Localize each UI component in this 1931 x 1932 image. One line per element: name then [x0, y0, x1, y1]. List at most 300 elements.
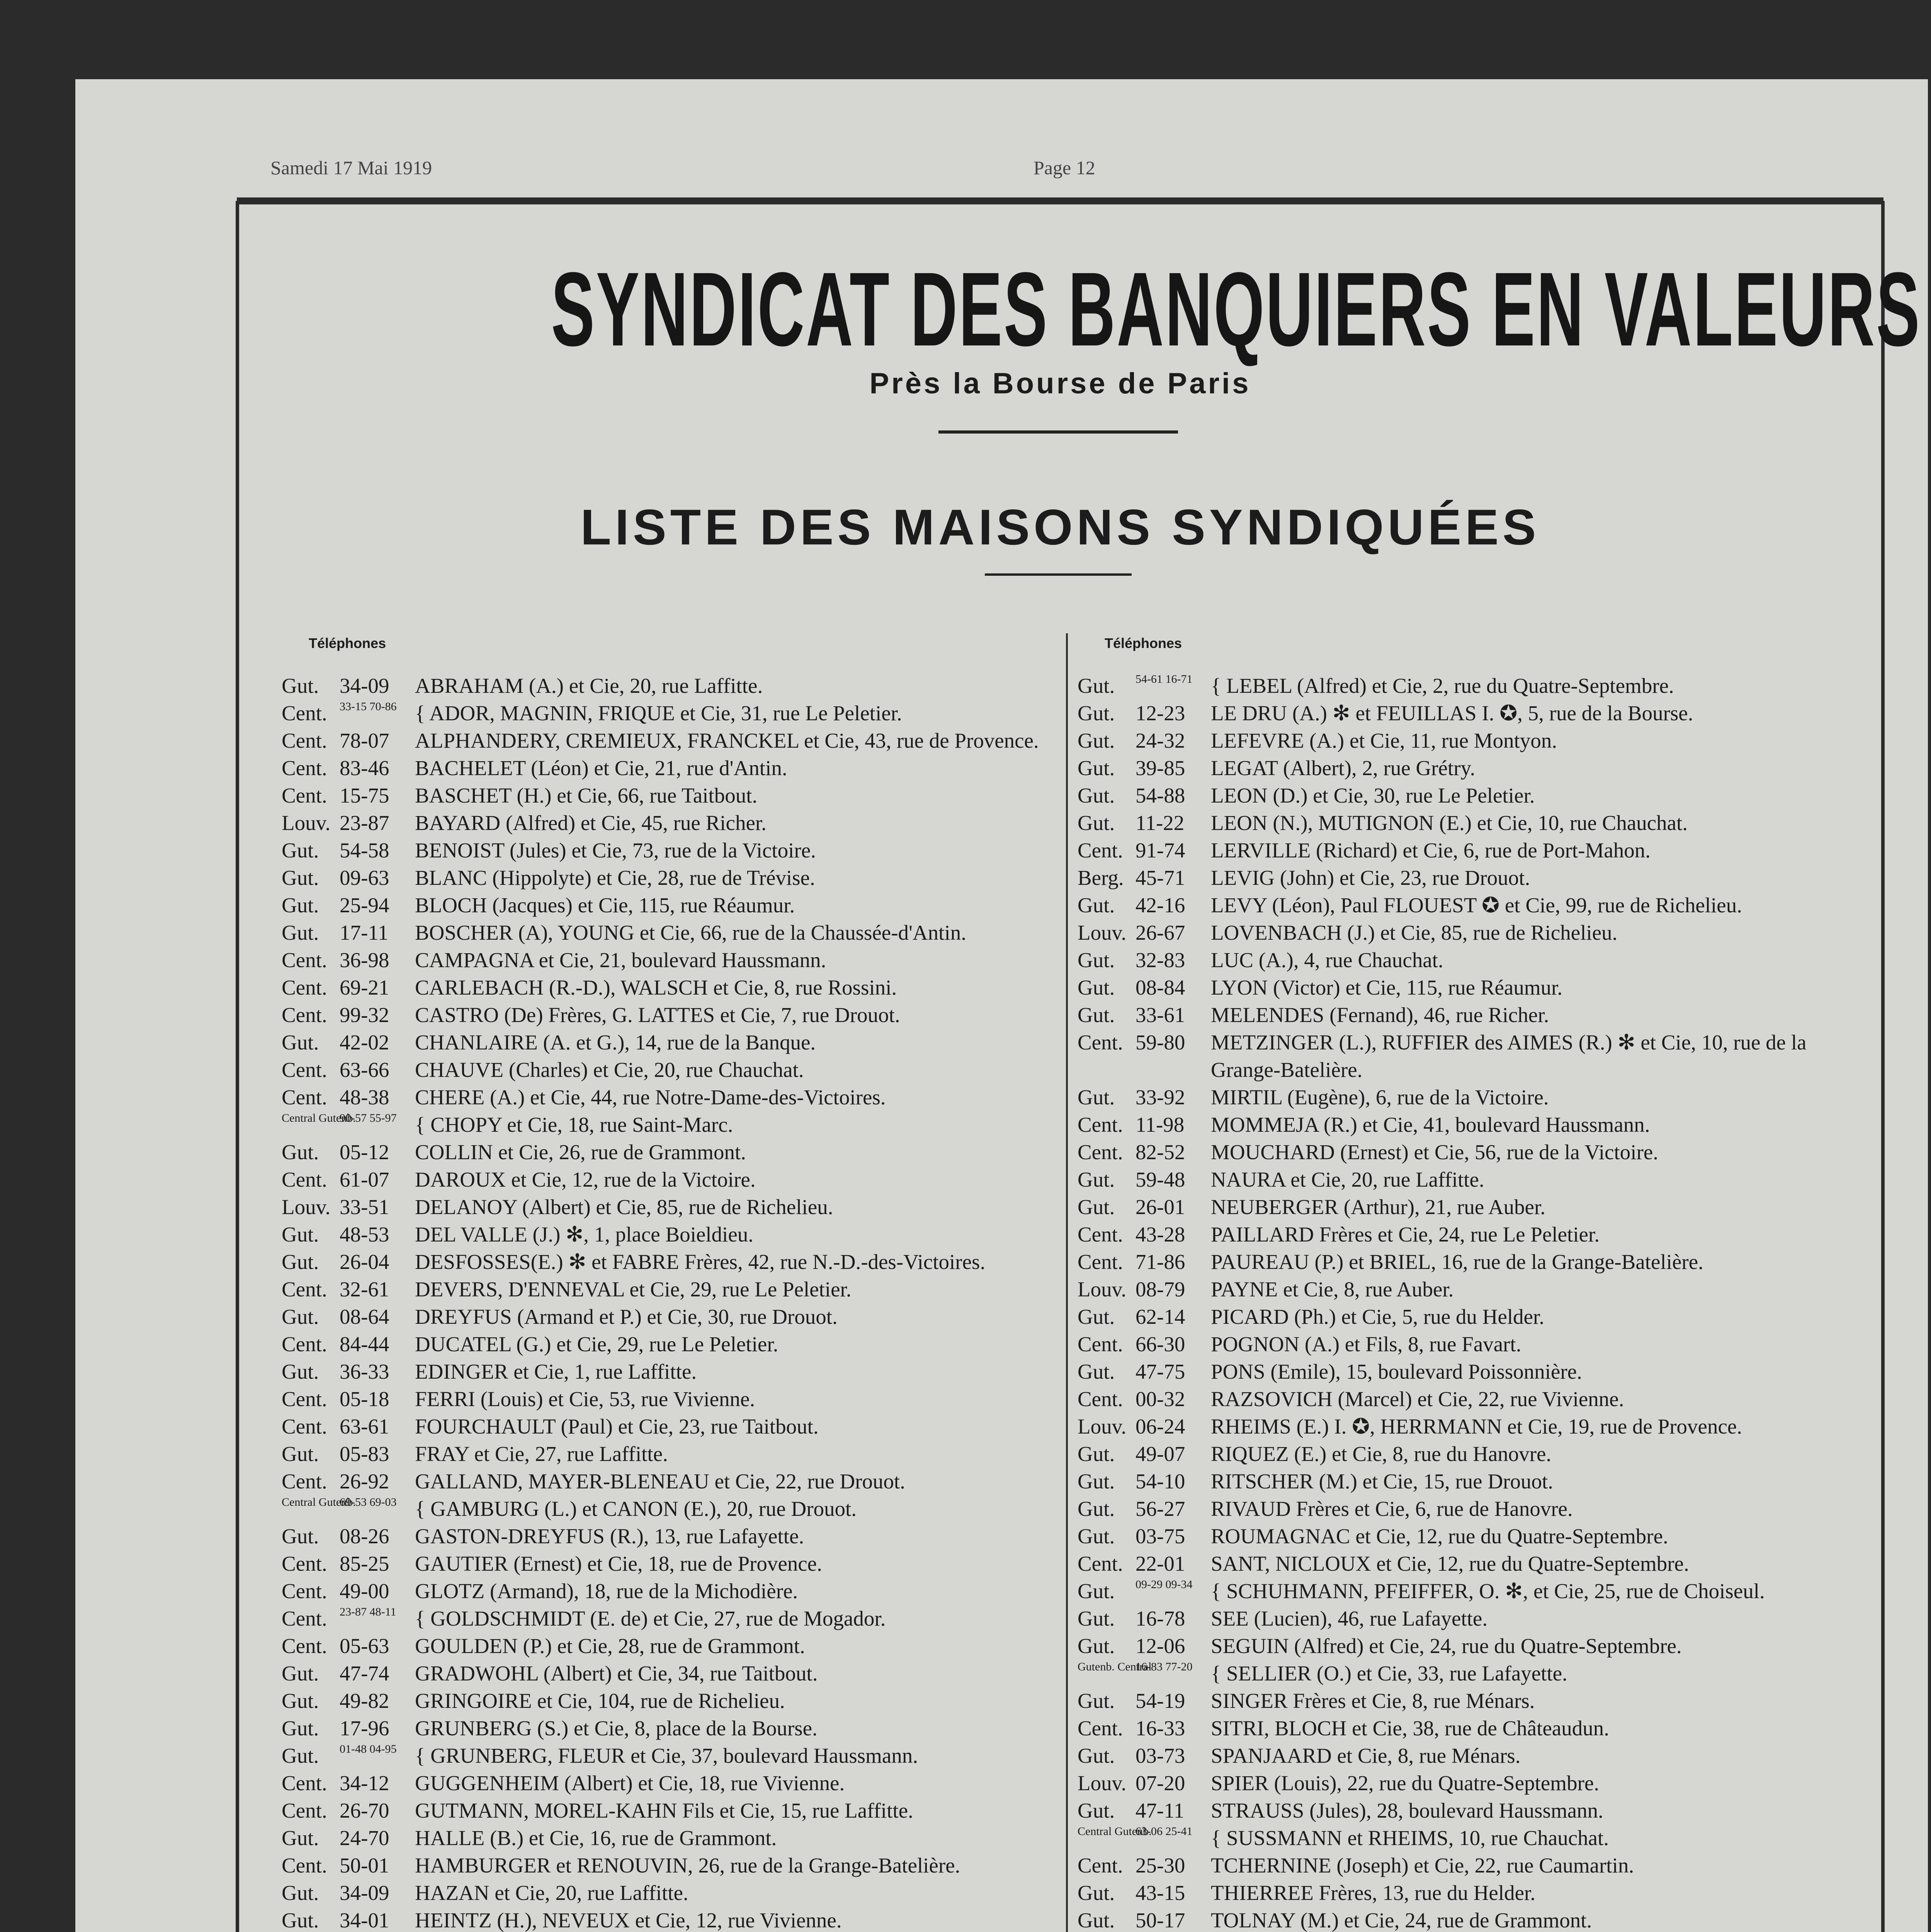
member-entry: [282, 1797, 1074, 1824]
exchange: Gut.: [1078, 1360, 1115, 1383]
phone-number: 47-11: [1135, 1799, 1185, 1822]
exchange: Louv.: [1078, 921, 1127, 944]
phone-number: 33-51: [340, 1195, 389, 1219]
exchange: Gut.: [1078, 1744, 1115, 1767]
exchange: Gut.: [282, 1250, 319, 1274]
exchange: Louv.: [282, 1195, 331, 1219]
member-name: { SELLIER (O.) et Cie, 33, rue Lafayette.: [1211, 1662, 1567, 1685]
exchange: Cent.: [1078, 1716, 1123, 1740]
phone-number: 49-82: [340, 1689, 389, 1713]
exchange: Louv.: [1078, 1771, 1127, 1795]
member-entry: [1078, 946, 1870, 974]
member-entry: [282, 1632, 1074, 1660]
exchange: Gut.: [1078, 674, 1115, 697]
member-entry: [1078, 1577, 1870, 1605]
phone-number: 08-84: [1135, 976, 1185, 999]
exchange: Gut.: [282, 1744, 319, 1767]
phone-number: 00-32: [1135, 1387, 1185, 1411]
member-name: DESFOSSES(E.) ✻ et FABRE Frères, 42, rue N.-D.-des-Victoires.: [415, 1250, 986, 1274]
exchange: Cent.: [282, 1607, 327, 1630]
member-entry: [282, 1687, 1074, 1714]
exchange: Gut.: [282, 1662, 319, 1685]
member-name: GUGGENHEIM (Albert) et Cie, 18, rue Vivienne.: [415, 1771, 845, 1795]
exchange: Gut.: [282, 674, 319, 697]
exchange: Central Gutenb.: [282, 1112, 356, 1124]
phone-number: 08-64: [340, 1305, 389, 1328]
member-entry: [282, 946, 1074, 974]
member-name: MOUCHARD (Ernest) et Cie, 56, rue de la Victoire.: [1211, 1140, 1659, 1164]
exchange: Cent.: [1078, 1332, 1123, 1356]
exchange: Cent.: [1078, 1223, 1123, 1246]
member-name: PAYNE et Cie, 8, rue Auber.: [1211, 1277, 1454, 1301]
member-name: LOVENBACH (J.) et Cie, 85, rue de Richelieu.: [1211, 921, 1618, 944]
member-entry: [1078, 1413, 1870, 1440]
exchange: Gut.: [282, 1689, 319, 1713]
member-entry: [1078, 1824, 1870, 1852]
phone-number: 11-22: [1135, 811, 1185, 835]
member-name: SPIER (Louis), 22, rue du Quatre-Septembre.: [1211, 1771, 1600, 1795]
phone-number: 23-87 48-11: [340, 1605, 396, 1618]
exchange: Cent.: [1078, 1140, 1123, 1164]
exchange: Gut.: [1078, 1168, 1115, 1191]
member-name: LE DRU (A.) ✻ et FEUILLAS I. ✪, 5, rue de la Bourse.: [1211, 701, 1693, 725]
member-name: CAMPAGNA et Cie, 21, boulevard Haussmann.: [415, 948, 826, 972]
member-entry: [1078, 974, 1870, 1001]
phone-number: 50-17: [1135, 1908, 1185, 1932]
member-entry: [1078, 1303, 1870, 1330]
phone-number: 22-01: [1135, 1552, 1185, 1575]
member-name: BENOIST (Jules) et Cie, 73, rue de la Victoire.: [415, 838, 816, 862]
member-entry: [282, 1248, 1074, 1276]
member-entry: [1078, 1166, 1870, 1193]
phone-number: 34-09: [340, 1881, 389, 1905]
member-name: BLANC (Hippolyte) et Cie, 28, rue de Trévise.: [415, 866, 815, 889]
member-entry: [282, 754, 1074, 782]
member-entry: [282, 919, 1074, 946]
phone-number: 16-83 77-20: [1135, 1660, 1193, 1673]
phone-number: 33-61: [1135, 1003, 1185, 1027]
member-name: COLLIN et Cie, 26, rue de Grammont.: [415, 1140, 746, 1164]
member-entry: [1078, 1550, 1870, 1577]
exchange: Gut.: [282, 1826, 319, 1850]
exchange: Gut.: [1078, 976, 1115, 999]
phone-number: 26-67: [1135, 921, 1185, 944]
member-name: FOURCHAULT (Paul) et Cie, 23, rue Taitbout.: [415, 1415, 819, 1438]
phone-number: 12-06: [1135, 1634, 1185, 1658]
exchange: Cent.: [282, 1332, 327, 1356]
phone-number: 47-75: [1135, 1360, 1185, 1383]
phone-number: 33-15 70-86: [340, 700, 397, 713]
member-entry: [1078, 1029, 1870, 1083]
phone-number: 48-38: [340, 1085, 389, 1109]
phone-number: 25-30: [1135, 1854, 1185, 1877]
exchange: Cent.: [282, 1634, 327, 1658]
phone-number: 42-02: [340, 1031, 389, 1054]
exchange: Louv.: [282, 811, 331, 835]
member-name: HEINTZ (H.), NEVEUX et Cie, 12, rue Vivienne.: [415, 1908, 842, 1932]
member-entry: [282, 1879, 1074, 1906]
exchange: Gut.: [282, 1305, 319, 1328]
member-name: RIQUEZ (E.) et Cie, 8, rue du Hanovre.: [1211, 1442, 1552, 1466]
member-entry: [1078, 1083, 1870, 1111]
member-name: MIRTIL (Eugène), 6, rue de la Victoire.: [1211, 1085, 1549, 1109]
member-name: HAMBURGER et RENOUVIN, 26, rue de la Grange-Batelière.: [415, 1854, 960, 1877]
exchange: Gut.: [282, 1223, 319, 1246]
phone-number: 49-07: [1135, 1442, 1185, 1466]
member-entry: [282, 1358, 1074, 1385]
exchange: Gut.: [1078, 1003, 1115, 1027]
member-entry: [282, 1714, 1074, 1742]
member-name: SEGUIN (Alfred) et Cie, 24, rue du Quatre-Septembre.: [1211, 1634, 1682, 1658]
exchange: Gut.: [282, 893, 319, 917]
member-name: POGNON (A.) et Fils, 8, rue Favart.: [1211, 1332, 1521, 1356]
exchange: Gut.: [1078, 1305, 1115, 1328]
member-name: LEVY (Léon), Paul FLOUEST ✪ et Cie, 99, rue de Richelieu.: [1211, 893, 1742, 917]
exchange: Gut.: [1078, 1524, 1115, 1548]
phone-number: 69-53 69-03: [340, 1496, 397, 1509]
phone-number: 82-52: [1135, 1140, 1185, 1164]
member-name: { ADOR, MAGNIN, FRIQUE et Cie, 31, rue Le Peletier.: [415, 701, 902, 725]
exchange: Cent.: [1078, 838, 1123, 862]
exchange: Cent.: [282, 784, 327, 807]
member-name: GRUNBERG (S.) et Cie, 8, place de la Bourse.: [415, 1716, 818, 1740]
member-name: SANT, NICLOUX et Cie, 12, rue du Quatre-Septembre.: [1211, 1552, 1689, 1575]
phone-number: 11-98: [1135, 1113, 1185, 1136]
member-entry: [1078, 1276, 1870, 1303]
phone-number: 34-01: [340, 1908, 389, 1932]
exchange: Gut.: [1078, 1908, 1115, 1932]
member-entry: [282, 727, 1074, 754]
phone-number: 25-94: [340, 893, 389, 917]
member-entry: [1078, 1605, 1870, 1632]
member-entry: [1078, 1138, 1870, 1166]
phone-number: 15-75: [340, 784, 389, 807]
phone-number: 05-12: [340, 1140, 389, 1164]
member-entry: [282, 1468, 1074, 1495]
phone-number: 66-30: [1135, 1332, 1185, 1356]
exchange: Gut.: [1078, 948, 1115, 972]
member-entry: [1078, 727, 1870, 754]
member-entry: [1078, 1358, 1870, 1385]
member-name: CARLEBACH (R.-D.), WALSCH et Cie, 8, rue Rossini.: [415, 976, 897, 999]
phone-number: 33-92: [1135, 1085, 1185, 1109]
exchange: Cent.: [1078, 1387, 1123, 1411]
member-name: GRINGOIRE et Cie, 104, rue de Richelieu.: [415, 1689, 785, 1713]
member-entry: [282, 1166, 1074, 1193]
exchange: Central Gutenb.: [1078, 1825, 1152, 1838]
member-entry: [282, 1193, 1074, 1221]
exchange: Gut.: [1078, 784, 1115, 807]
member-entry: [282, 1001, 1074, 1029]
exchange: Gut.: [1078, 1469, 1115, 1493]
phone-number: 32-83: [1135, 948, 1185, 972]
member-name: MOMMEJA (R.) et Cie, 41, boulevard Haussmann.: [1211, 1113, 1650, 1136]
member-name: DEVERS, D'ENNEVAL et Cie, 29, rue Le Peletier.: [415, 1277, 852, 1301]
exchange: Gut.: [282, 1881, 319, 1905]
exchange: Cent.: [1078, 1113, 1123, 1136]
member-name: PICARD (Ph.) et Cie, 5, rue du Helder.: [1211, 1305, 1545, 1328]
member-entry: [1078, 1221, 1870, 1248]
member-entry: [282, 1303, 1074, 1330]
phone-number: 63-61: [340, 1415, 389, 1438]
member-entry: [282, 1111, 1074, 1138]
member-name: CHERE (A.) et Cie, 44, rue Notre-Dame-des-Victoires.: [415, 1085, 886, 1109]
exchange: Cent.: [1078, 1854, 1123, 1877]
exchange: Cent.: [282, 1415, 327, 1438]
member-entry: [282, 891, 1074, 919]
phone-number: 26-01: [1135, 1195, 1185, 1219]
member-entry: [1078, 699, 1870, 727]
phone-number: 17-96: [340, 1716, 389, 1740]
member-name: STRAUSS (Jules), 28, boulevard Haussmann.: [1211, 1799, 1603, 1822]
exchange: Cent.: [282, 1771, 327, 1795]
member-name: PONS (Emile), 15, boulevard Poissonnière.: [1211, 1360, 1582, 1383]
phone-number: 05-83: [340, 1442, 389, 1466]
member-name: GALLAND, MAYER-BLENEAU et Cie, 22, rue Drouot.: [415, 1469, 905, 1493]
exchange: Gut.: [1078, 701, 1115, 725]
member-entry: [282, 1550, 1074, 1577]
member-name: CASTRO (De) Frères, G. LATTES et Cie, 7, rue Drouot.: [415, 1003, 900, 1027]
exchange: Gut.: [282, 838, 319, 862]
member-name: { GAMBURG (L.) et CANON (E.), 20, rue Drouot.: [415, 1497, 857, 1520]
issue-date: Samedi 17 Mai 1919: [270, 157, 432, 179]
phone-number: 54-19: [1135, 1689, 1185, 1713]
member-entry: [1078, 891, 1870, 919]
member-name: DREYFUS (Armand et P.) et Cie, 30, rue Drouot.: [415, 1305, 838, 1328]
exchange: Cent.: [282, 729, 327, 752]
member-entry: [282, 1440, 1074, 1468]
exchange: Berg.: [1078, 866, 1124, 889]
phone-number: 61-07: [340, 1168, 389, 1191]
phone-number: 01-48 04-95: [340, 1743, 397, 1755]
phone-number: 26-04: [340, 1250, 389, 1274]
phone-number: 43-28: [1135, 1223, 1185, 1246]
phone-number: 47-74: [340, 1662, 389, 1685]
member-name: DEL VALLE (J.) ✻, 1, place Boieldieu.: [415, 1223, 753, 1246]
member-entry: [282, 1385, 1074, 1413]
exchange: Gut.: [1078, 1579, 1115, 1603]
phone-number: 90-57 55-97: [340, 1112, 397, 1124]
member-name: ALPHANDERY, CREMIEUX, FRANCKEL et Cie, 43, rue de Provence.: [415, 729, 1039, 752]
exchange: Cent.: [282, 1058, 327, 1082]
member-entry: [282, 864, 1074, 891]
phone-number: 34-09: [340, 674, 389, 697]
member-entry: [282, 1769, 1074, 1797]
member-entry: [1078, 1879, 1870, 1906]
phone-number: 05-18: [340, 1387, 389, 1411]
member-name: BOSCHER (A), YOUNG et Cie, 66, rue de la Chaussée-d'Antin.: [415, 921, 966, 944]
phone-number: 43-15: [1135, 1881, 1185, 1905]
member-entry: [282, 1495, 1074, 1522]
member-entry: [1078, 1385, 1870, 1413]
member-entry: [1078, 1742, 1870, 1769]
phone-number: 06-24: [1135, 1415, 1185, 1438]
exchange: Gut.: [282, 1716, 319, 1740]
phone-number: 03-75: [1135, 1524, 1185, 1548]
member-name: ABRAHAM (A.) et Cie, 20, rue Laffitte.: [415, 674, 763, 697]
phone-number: 71-86: [1135, 1250, 1185, 1274]
member-name: BACHELET (Léon) et Cie, 21, rue d'Antin.: [415, 756, 787, 780]
exchange: Gut.: [1078, 1607, 1115, 1630]
member-entry: [282, 1605, 1074, 1632]
exchange: Gut.: [282, 1524, 319, 1548]
member-name: BASCHET (H.) et Cie, 66, rue Taitbout.: [415, 784, 758, 807]
exchange: Cent.: [282, 1854, 327, 1877]
member-entry: [1078, 1248, 1870, 1276]
member-name: LUC (A.), 4, rue Chauchat.: [1211, 948, 1443, 972]
exchange: Gutenb. Central: [1078, 1660, 1152, 1673]
member-entry: [282, 837, 1074, 864]
member-entry: [1078, 1632, 1870, 1660]
member-name: CHAUVE (Charles) et Cie, 20, rue Chauchat.: [415, 1058, 804, 1082]
exchange: Louv.: [1078, 1277, 1127, 1301]
member-name: BAYARD (Alfred) et Cie, 45, rue Richer.: [415, 811, 767, 835]
member-entry: [282, 1083, 1074, 1111]
advertisement-frame: [236, 201, 1921, 1932]
phone-number: 83-46: [340, 756, 389, 780]
phone-number: 09-29 09-34: [1135, 1578, 1193, 1591]
member-entry: [1078, 837, 1870, 864]
exchange: Cent.: [282, 1387, 327, 1411]
phone-number: 34-12: [340, 1771, 389, 1795]
member-name: SEE (Lucien), 46, rue Lafayette.: [1211, 1607, 1488, 1630]
member-name: SPANJAARD et Cie, 8, rue Ménars.: [1211, 1744, 1521, 1767]
member-entry: [1078, 1769, 1870, 1797]
member-name: GAUTIER (Ernest) et Cie, 18, rue de Provence.: [415, 1552, 822, 1575]
member-entry: [282, 1056, 1074, 1083]
member-entry: [1078, 1111, 1870, 1138]
member-name: { LEBEL (Alfred) et Cie, 2, rue du Quatre-Septembre.: [1211, 674, 1674, 697]
member-name: THIERREE Frères, 13, rue du Helder.: [1211, 1881, 1536, 1905]
member-entry: [282, 1138, 1074, 1166]
exchange: Cent.: [282, 1799, 327, 1822]
phone-number: 32-61: [340, 1277, 389, 1301]
member-name: FRAY et Cie, 27, rue Laffitte.: [415, 1442, 668, 1466]
exchange: Gut.: [1078, 811, 1115, 835]
phone-number: 69-21: [340, 976, 389, 999]
member-name: { GOLDSCHMIDT (E. de) et Cie, 27, rue de Mogador.: [415, 1607, 886, 1630]
phone-number: 24-70: [340, 1826, 389, 1850]
member-entry: [282, 672, 1074, 699]
member-entry: [1078, 1440, 1870, 1468]
phone-number: 63-66: [340, 1058, 389, 1082]
member-name: SINGER Frères et Cie, 8, rue Ménars.: [1211, 1689, 1535, 1713]
member-name: EDINGER et Cie, 1, rue Laffitte.: [415, 1360, 697, 1383]
phone-number: 99-32: [340, 1003, 389, 1027]
exchange: Gut.: [1078, 1689, 1115, 1713]
member-name: LEFEVRE (A.) et Cie, 11, rue Montyon.: [1211, 729, 1557, 752]
member-name: HALLE (B.) et Cie, 16, rue de Grammont.: [415, 1826, 777, 1850]
page-title: SYNDICAT DES BANQUIERS EN VALEURS: [551, 250, 1921, 368]
member-name: FERRI (Louis) et Cie, 53, rue Vivienne.: [415, 1387, 755, 1411]
member-entry: [1078, 1001, 1870, 1029]
member-entry: [1078, 782, 1870, 809]
exchange: Gut.: [282, 1140, 319, 1164]
member-entry: [1078, 1906, 1870, 1932]
exchange: Gut.: [282, 1360, 319, 1383]
phone-number: 09-63: [340, 866, 389, 889]
member-name: METZINGER (L.), RUFFIER des AIMES (R.) ✻ et Cie, 10, rue de la Grange-Batelière.: [1211, 1031, 1807, 1082]
exchange: Gut.: [282, 866, 319, 889]
phone-number: 24-32: [1135, 729, 1185, 752]
member-name: RAZSOVICH (Marcel) et Cie, 22, rue Vivienne.: [1211, 1387, 1624, 1411]
phone-number: 54-58: [340, 838, 389, 862]
member-name: RHEIMS (E.) I. ✪, HERRMANN et Cie, 19, rue de Provence.: [1211, 1415, 1742, 1438]
phone-number: 62-14: [1135, 1305, 1185, 1328]
member-entry: [1078, 1193, 1870, 1221]
member-name: LERVILLE (Richard) et Cie, 6, rue de Port-Mahon.: [1211, 838, 1651, 862]
phone-number: 59-80: [1135, 1031, 1185, 1054]
member-name: LEON (D.) et Cie, 30, rue Le Peletier.: [1211, 784, 1535, 807]
phone-number: 42-16: [1135, 893, 1185, 917]
phone-number: 16-33: [1135, 1716, 1185, 1740]
exchange: Gut.: [1078, 1497, 1115, 1520]
member-name: GASTON-DREYFUS (R.), 13, rue Lafayette.: [415, 1524, 804, 1548]
phone-number: 08-79: [1135, 1277, 1185, 1301]
phone-number: 36-33: [340, 1360, 389, 1383]
page-number: Page 12: [1033, 157, 1095, 179]
phone-number: 39-85: [1135, 756, 1185, 780]
exchange: Cent.: [282, 756, 327, 780]
divider: [985, 573, 1132, 576]
member-entry: [282, 1577, 1074, 1605]
phone-number: 56-27: [1135, 1497, 1185, 1520]
phone-number: 26-70: [340, 1799, 389, 1822]
exchange: Cent.: [1078, 1552, 1123, 1575]
phone-number: 63-06 25-41: [1135, 1825, 1193, 1838]
phone-number: 26-92: [340, 1469, 389, 1493]
exchange: Gut.: [1078, 1881, 1115, 1905]
member-name: ROUMAGNAC et Cie, 12, rue du Quatre-Septembre.: [1211, 1524, 1668, 1548]
divider: [938, 430, 1178, 434]
exchange: Cent.: [1078, 1031, 1123, 1054]
member-entry: [1078, 919, 1870, 946]
exchange: Gut.: [1078, 1799, 1115, 1822]
exchange: Cent.: [282, 976, 327, 999]
member-name: DAROUX et Cie, 12, rue de la Victoire.: [415, 1168, 756, 1191]
member-name: BLOCH (Jacques) et Cie, 115, rue Réaumur.: [415, 893, 795, 917]
member-entry: [1078, 1495, 1870, 1522]
member-name: PAILLARD Frères et Cie, 24, rue Le Peletier.: [1211, 1223, 1600, 1246]
phone-number: 45-71: [1135, 866, 1185, 889]
exchange: Gut.: [1078, 893, 1115, 917]
member-entry: [282, 782, 1074, 809]
member-entry: [282, 1029, 1074, 1056]
exchange: Gut.: [1078, 1442, 1115, 1466]
exchange: Cent.: [282, 701, 327, 725]
exchange: Gut.: [282, 921, 319, 944]
member-name: { SUSSMANN et RHEIMS, 10, rue Chauchat.: [1211, 1826, 1609, 1850]
exchange: Gut.: [1078, 1634, 1115, 1658]
phone-number: 54-10: [1135, 1469, 1185, 1493]
member-entry: [1078, 1852, 1870, 1879]
member-name: LYON (Victor) et Cie, 115, rue Réaumur.: [1211, 976, 1563, 999]
subtitle: Près la Bourse de Paris: [869, 367, 1251, 400]
member-entry: [1078, 754, 1870, 782]
member-name: LEGAT (Albert), 2, rue Grétry.: [1211, 756, 1475, 780]
phone-number: 54-61 16-71: [1135, 673, 1193, 685]
member-name: GOULDEN (P.) et Cie, 28, rue de Grammont.: [415, 1634, 805, 1658]
member-entry: [1078, 809, 1870, 837]
exchange: Gut.: [1078, 1195, 1115, 1219]
member-name: NAURA et Cie, 20, rue Laffitte.: [1211, 1168, 1484, 1191]
member-entry: [1078, 1714, 1870, 1742]
member-name: GRADWOHL (Albert) et Cie, 34, rue Taitbout.: [415, 1662, 818, 1685]
member-entry: [282, 1221, 1074, 1248]
phone-number: 12-23: [1135, 701, 1185, 725]
member-entry: [1078, 1468, 1870, 1495]
exchange: Cent.: [282, 1085, 327, 1109]
